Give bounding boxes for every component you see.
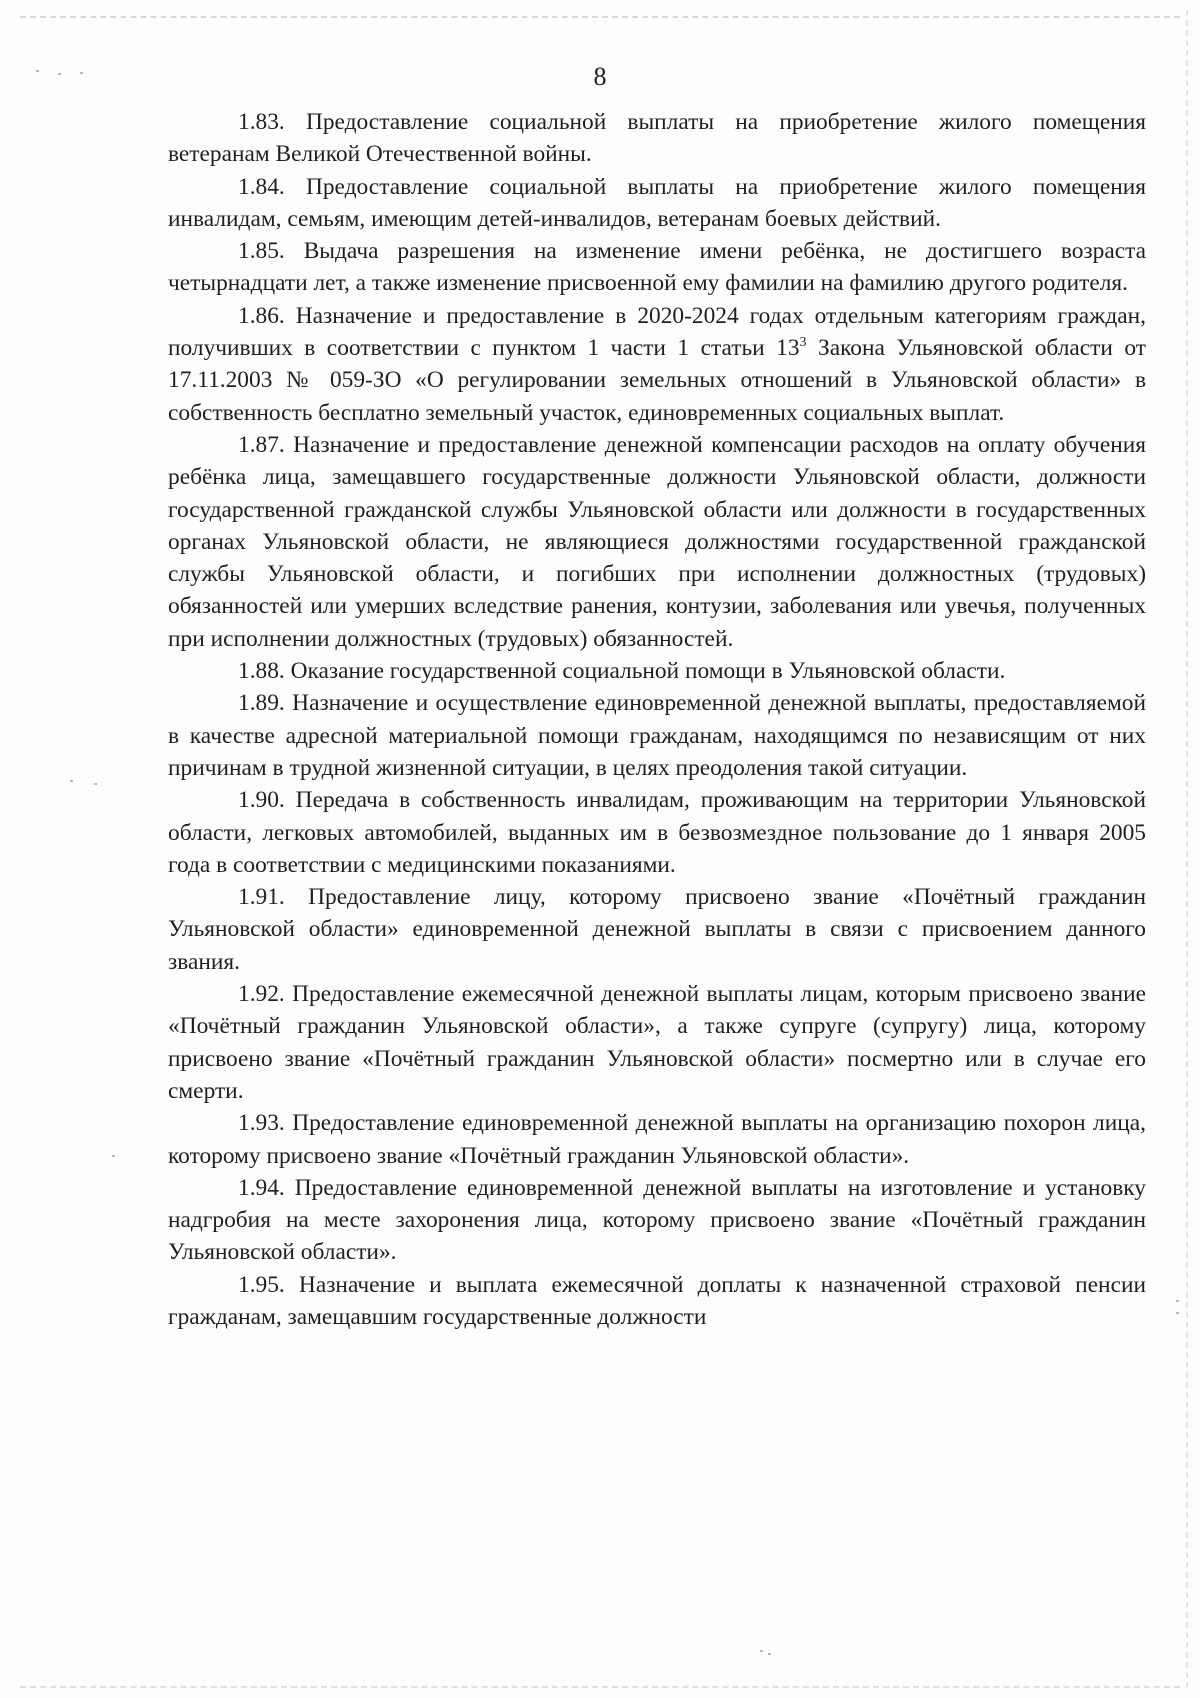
scan-edge-bottom: [20, 1686, 1180, 1688]
list-item: [168, 171, 1146, 236]
item-number: 1.91.: [238, 884, 285, 911]
item-text: Предоставление лицу, которому присвоено звание «Почётный гражданин Ульяновской области» единовременной денежной выплаты в связи с присвоением данного звания.: [168, 884, 1146, 975]
scan-speck: [70, 780, 73, 782]
item-text: Назначение и предоставление в 2020-2024 годах отдельным категориям граждан, получивших в соответствии с пунктом 1 части 1 статьи 13: [168, 302, 1146, 362]
list-item: [168, 235, 1146, 300]
list-item: [168, 1107, 1146, 1172]
item-text: Выдача разрешения на изменение имени ребёнка, не достигшего возраста четырнадцати лет, а также изменение присвоенной ему фамилии на фамилию другого родителя.: [168, 238, 1146, 297]
item-text: Предоставление единовременной денежной выплаты на изготовление и установку надгробия на месте захоронения лица, которому присвоено звание «Почётный гражданин Ульяновской области».: [168, 1174, 1146, 1266]
item-number: 1.86.: [238, 302, 285, 329]
list-item: [168, 300, 1146, 429]
item-text: Предоставление социальной выплаты на приобретение жилого помещения инвалидам, семьям, имеющим детей-инвалидов, ветеранам боевых действий.: [168, 173, 1146, 232]
item-text: Передача в собственность инвалидам, проживающим на территории Ульяновской области, легковых автомобилей, выданных им в безвозмездное пользование до 1 января 2005 года в соответствии с медицинскими показаниями.: [168, 787, 1146, 878]
list-item: [168, 687, 1146, 784]
item-number: 1.90.: [238, 787, 285, 814]
scan-speck: [760, 1650, 763, 1652]
item-number: 1.83.: [238, 109, 285, 135]
item-text: Предоставление социальной выплаты на приобретение жилого помещения ветеранам Великой Отечественной войны.: [168, 109, 1146, 168]
item-superscript: 3: [799, 335, 807, 351]
list-item: [168, 655, 1146, 687]
scan-speck: [112, 1155, 115, 1157]
list-item: [168, 429, 1146, 655]
item-text: Закона Ульяновской области от 17.11.2003 № 059-ЗО «О регулировании земельных отношений в Ульяновской области» в собственность бесплатно земельный участок, единовременных социальных выплат.: [168, 335, 1146, 426]
list-item: [168, 881, 1146, 978]
item-number: 1.88.: [238, 658, 285, 685]
item-text: Предоставление ежемесячной денежной выплаты лицам, которым присвоено звание «Почётный гражданин Ульяновской области», а также супруге (супругу) лица, которому присвоено звание «Почётный гражданин Ульяновской области» посмертно или в случае его смерти.: [168, 981, 1146, 1104]
item-number: 1.95.: [238, 1271, 285, 1298]
item-text: Назначение и выплата ежемесячной доплаты к назначенной страховой пенсии гражданам, замещавшим государственные должности: [168, 1271, 1146, 1330]
scan-speck: [1176, 1300, 1179, 1302]
item-number: 1.89.: [238, 690, 285, 717]
item-text: Оказание государственной социальной помощи в Ульяновской области.: [290, 658, 1006, 685]
list-item: [168, 1172, 1146, 1269]
list-item: [168, 978, 1146, 1107]
list-item: [168, 784, 1146, 881]
list-item: [168, 106, 1146, 171]
page-number: 8: [593, 62, 607, 91]
document-body: [168, 106, 1146, 1333]
item-number: 1.87.: [238, 431, 285, 458]
item-number: 1.84.: [238, 173, 285, 200]
scan-edge-right: [1186, 10, 1188, 1688]
item-number: 1.85.: [238, 238, 285, 265]
scan-speck: [768, 1653, 771, 1655]
item-number: 1.92.: [238, 981, 285, 1008]
item-number: 1.93.: [238, 1110, 285, 1137]
scan-speck: [94, 783, 97, 785]
item-text: Предоставление единовременной денежной выплаты на организацию похорон лица, которому присвоено звание «Почётный гражданин Ульяновской области».: [168, 1110, 1146, 1169]
scan-edge-top: [20, 16, 1180, 18]
scan-speck: [1176, 1312, 1179, 1314]
item-number: 1.94.: [238, 1174, 285, 1201]
list-item: [168, 1269, 1146, 1334]
item-text: Назначение и осуществление единовременной денежной выплаты, предоставляемой в качестве адресной материальной помощи гражданам, находящимся по независящим от них причинам в трудной жизненной ситуации, в целях преодоления такой ситуации.: [168, 690, 1146, 781]
item-text: Назначение и предоставление денежной компенсации расходов на оплату обучения ребёнка лица, замещавшего государственные должности Ульяновской области, должности государственной гражданской службы Ульяновской области или должности в государственных органах Ульяновской области, не являющиеся должностями государственной гражданской службы Ульяновской области, и погибших при исполнении должностных (трудовых) обязанностей или умерших вследствие ранения, контузии, заболевания или увечья, полученных при исполнении должностных (трудовых) обязанностей.: [168, 431, 1146, 652]
